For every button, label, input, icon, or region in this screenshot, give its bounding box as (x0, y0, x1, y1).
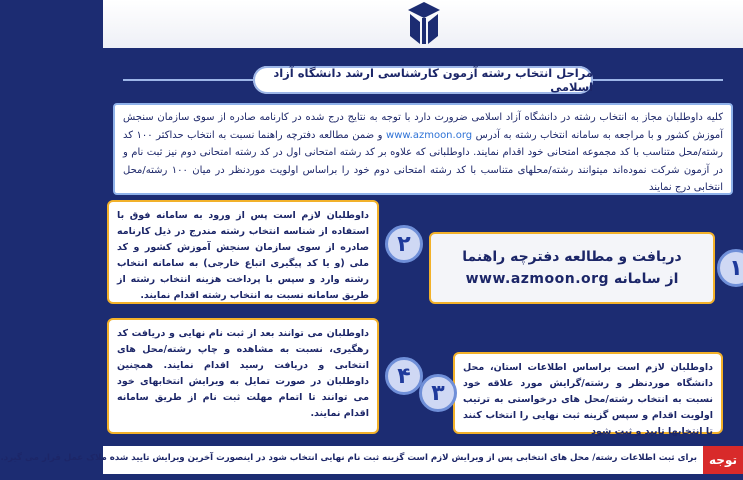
step-2-panel (107, 200, 379, 304)
step-1-number: ۱ (717, 249, 743, 287)
step-2-text: داوطلبان لازم است پس از ورود به سامانه فوق با استفاده از شناسه انتخاب رشته مندرج در ذیل کارنامه صادره از سوی سازمان سنجش آموزش کشور و کد ملی (و یا کد پیگیری اتباع خارجی) به سامانه انتخاب رشته وارد و سپس با پرداخت هزینه انتخاب رشته از طریق سامانه نسبت به انتخاب رشته اقدام نمایند. (117, 210, 369, 301)
bottom-strip (103, 474, 743, 480)
notice-text: برای ثبت اطلاعات رشته/ محل های انتخابی پس از ویرایش لازم است گزینه ثبت نام نهایی انتخاب شود در اینصورت آخرین ویرایش تایید شده ملاک عمل قرار می گیرد. (0, 453, 697, 463)
step-3-number: ۳ (419, 374, 457, 412)
notice-label: توجه (703, 446, 743, 474)
page-title: مراحل انتخاب رشته آزمون کارشناسی ارشد دانشگاه آزاد اسلامی (253, 66, 593, 94)
step-2-number: ۲ (385, 225, 423, 263)
university-logo (406, 0, 442, 48)
step-4-panel (107, 318, 379, 434)
ribbon-line-right (593, 79, 723, 81)
step-1-line2: از سامانه www.azmoon.org (465, 271, 679, 287)
step-1-line1: دریافت و مطالعه دفترچه راهنما (462, 249, 682, 265)
azmoon-url-link[interactable]: www.azmoon.org (386, 129, 473, 141)
step-3-panel (453, 352, 723, 437)
step-4-text: داوطلبان می توانند بعد از ثبت نام نهایی و دریافت کد رهگیری، نسبت به مشاهده و چاپ رشته/محل های انتخابی و دریافت رسید اقدام نمایند. همچنین داوطلبان در صورت تمایل به ویرایش انتخابهای خود می توانند تا اتمام مهلت ثبت نام از طریق سامانه اقدام نمایند. (117, 328, 369, 419)
intro-text-after: و ضمن مطالعه دفترچه راهنما نسبت به انتخاب حداکثر ۱۰۰ کد رشته/محل متناسب با کد مجموعه امتحانی خود اقدام نمایند. داوطلبانی که علاوه بر کد رشته امتحانی اول در کد رشته امتحانی دوم نیز ثبت نام و در آزمون شرکت نموده‌اند میتوانند رشته/محلهای متناسب با کد رشته امتحانی دوم خود را براساس اولویت موردنظر در میان ۱۰۰ رشته/محل انتخابی درج نمایند (123, 129, 723, 193)
step-1-panel (429, 232, 715, 304)
step-4-number: ۴ (385, 357, 423, 395)
step-3-text: داوطلبان لازم است براساس اطلاعات استان، محل دانشگاه موردنظر و رشته/گرایش مورد علاقه خود نسبت به انتخاب رشته/محل های درخواستی به ترتیب اولویت اقدام و سپس گزینه ثبت نهایی را انتخاب کنند تا انتخابها تایید و ثبت شود (463, 362, 713, 437)
ribbon-line-left (123, 79, 253, 81)
intro-text-before: کلیه داوطلبان مجاز به انتخاب رشته در دانشگاه آزاد اسلامی ضرورت دارد با توجه به نتایج درج شده در کارنامه صادره از سوی سازمان سنجش آموزش کشور و با مراجعه به سامانه انتخاب رشته به آدرس (123, 112, 724, 141)
intro-text-box (113, 103, 733, 195)
